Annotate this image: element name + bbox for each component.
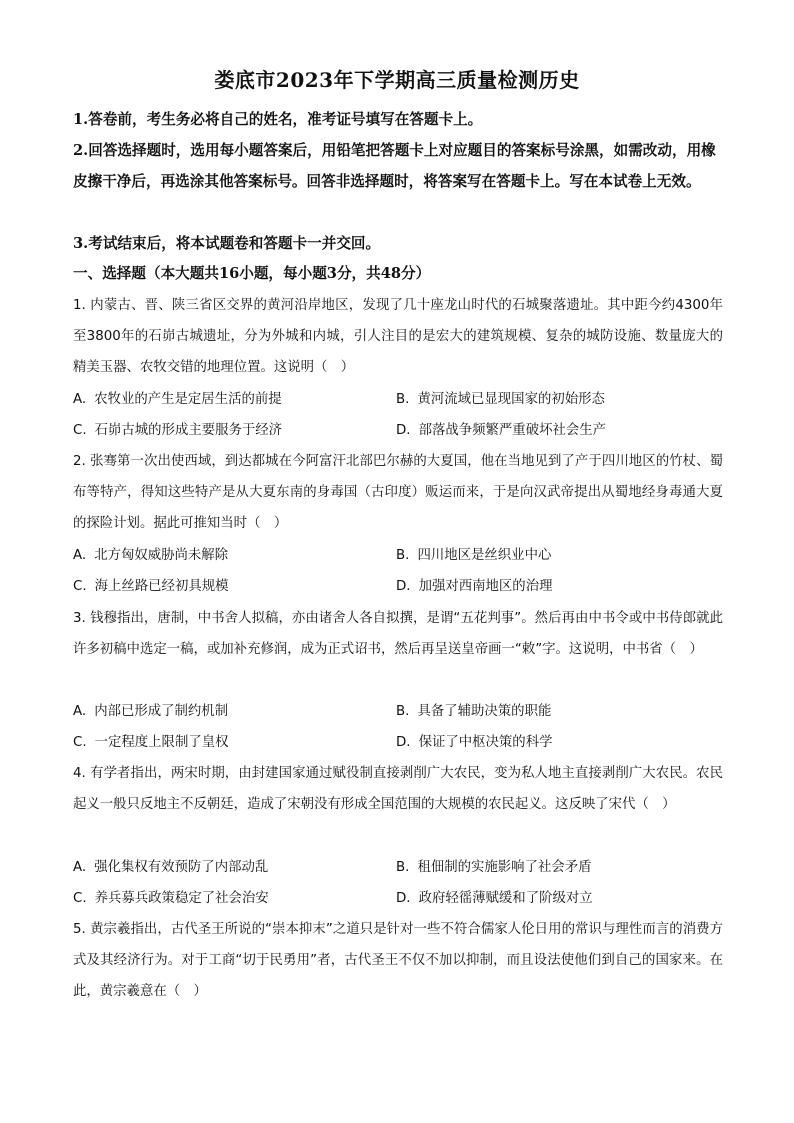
question-3-options-row-2	[73, 727, 723, 758]
question-2-option-a: A. 北方匈奴威胁尚未解除	[73, 548, 229, 563]
question-1-option-a: A. 农牧业的产生是定居生活的前提	[73, 392, 282, 407]
question-4-option-a: A. 强化集权有效预防了内部动乱	[73, 860, 269, 875]
instruction-2: 2.回答选择题时，选用每小题答案后，用铅笔把答题卡上对应题目的答案标号涂黑，如需改动，用橡皮擦干净后，再选涂其他答案标号。回答非选择题时，将答案写在答题卡上。写在本试卷上无效。	[73, 142, 716, 190]
question-3-option-c: C. 一定程度上限制了皇权	[73, 735, 229, 750]
question-2-text: 2. 张骞第一次出使西域，到达都城在今阿富汗北部巴尔赫的大夏国，他在当地见到了产于四川地区的竹杖、蜀布等特产，得知这些特产是从大夏东南的身毒国（古印度）贩运而来，于是向汉武帝提出从蜀地经身毒通大夏的探险计划。据此可推知当时（ ）	[73, 454, 723, 531]
question-4-option-b: B. 租佃制的实施影响了社会矛盾	[396, 860, 592, 875]
question-4-options-row-2	[73, 883, 723, 914]
question-1-option-b: B. 黄河流域已显现国家的初始形态	[396, 392, 605, 407]
page-title: 娄底市2023年下学期高三质量检测历史	[214, 68, 580, 92]
question-4-options-row-1	[73, 852, 723, 883]
question-2-options-row-2	[73, 571, 723, 602]
question-1-options-row-1	[73, 384, 723, 415]
question-3-text: 3. 钱穆指出，唐制，中书舍人拟稿，亦由诸舍人各自拟撰，是谓“五花判事”。然后再由中书令或中书侍郎就此许多初稿中选定一稿，或加补充修润，成为正式诏书，然后再呈送皇帝画一“敕”字。这说明，中书省（ ）	[73, 611, 723, 657]
question-2-option-b: B. 四川地区是丝织业中心	[396, 548, 552, 563]
question-1-option-c: C. 石峁古城的形成主要服务于经济	[73, 423, 283, 438]
instruction-1: 1.答卷前，考生务必将自己的姓名，准考证号填写在答题卡上。	[73, 111, 483, 128]
section-title: 一、选择题（本大题共16小题，每小题3分，共48分）	[73, 265, 431, 282]
question-4-text: 4. 有学者指出，两宋时期，由封建国家通过赋役制直接剥削广大农民，变为私人地主直接剥削广大农民。农民起义一般只反地主不反朝廷，造成了宋朝没有形成全国范围的大规模的农民起义。这反映了宋代（ ）	[73, 766, 723, 812]
question-1-options-row-2	[73, 415, 723, 446]
question-2-options-row-1	[73, 540, 723, 571]
question-2-option-c: C. 海上丝路已经初具规模	[73, 579, 229, 594]
question-1-option-d: D. 部落战争频繁严重破坏社会生产	[396, 423, 607, 438]
question-3-option-b: B. 具备了辅助决策的职能	[396, 704, 552, 719]
question-5-text: 5. 黄宗羲指出，古代圣王所说的“崇本抑末”之道只是针对一些不符合儒家人伦日用的常识与理性而言的消费方式及其经济行为。对于工商“切于民勇用”者，古代圣王不仅不加以抑制，而且设法使他们到自己的国家来。在此，黄宗羲意在（ ）	[73, 922, 723, 999]
question-3-options-row-1	[73, 696, 723, 727]
question-4-option-c: C. 养兵募兵政策稳定了社会治安	[73, 891, 269, 906]
question-4-option-d: D. 政府轻徭薄赋缓和了阶级对立	[396, 891, 593, 906]
question-3-option-d: D. 保证了中枢决策的科学	[396, 735, 553, 750]
question-1-text: 1. 内蒙古、晋、陕三省区交界的黄河沿岸地区，发现了几十座龙山时代的石城聚落遗址。其中距今约4300年至3800年的石峁古城遗址，分为外城和内城，引人注目的是宏大的建筑规模、复杂的城防设施、数量庞大的精美玉器、农牧交错的地理位置。这说明（ ）	[73, 298, 723, 375]
instruction-3: 3.考试结束后，将本试题卷和答题卡一并交回。	[73, 235, 381, 252]
question-3-option-a: A. 内部已形成了制约机制	[73, 704, 229, 719]
question-2-option-d: D. 加强对西南地区的治理	[396, 579, 553, 594]
